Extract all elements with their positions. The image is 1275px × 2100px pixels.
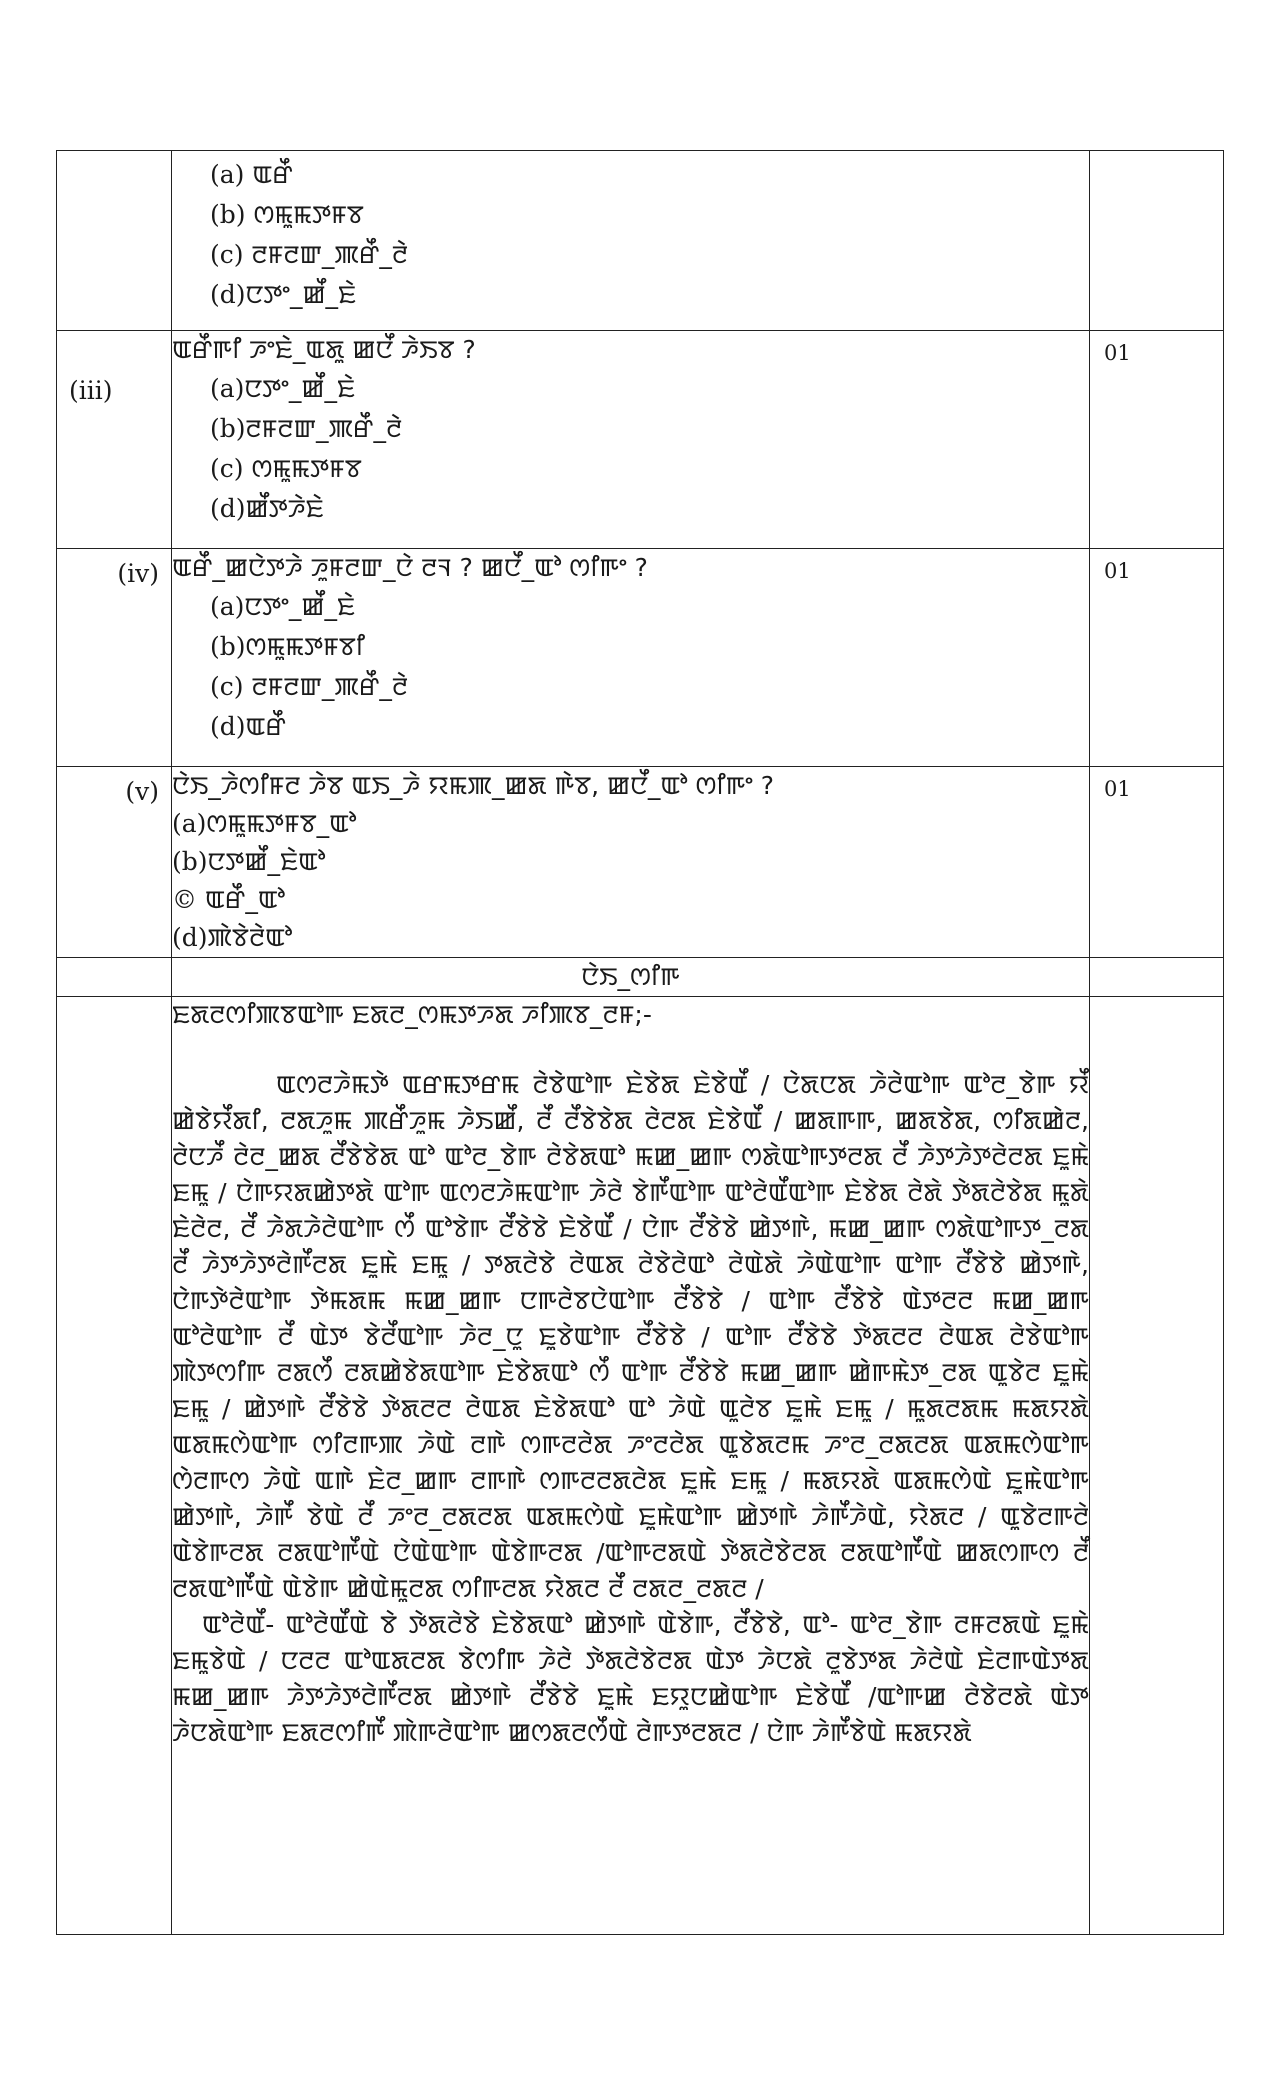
table-row — [57, 958, 1224, 997]
marks-value: 01 — [1090, 331, 1224, 549]
question-table — [56, 150, 1224, 1935]
table-row — [57, 549, 1224, 767]
option-b: (b)ꯁꯃꯨꯃꯇꯝꯕꯤ — [210, 632, 365, 661]
option-c: (c) ꯂꯝꯂꯛ_ꯄꯔꯩ_ꯂꯥ — [210, 240, 409, 269]
question-number: (iv) — [57, 549, 172, 767]
option-a: (a)ꯅꯇꯦ_ꯀꯩ_ꯐꯥ — [210, 374, 356, 403]
question-number: (iii) — [57, 331, 172, 549]
option-c: © ꯑꯔꯩ_ꯑꯣ — [172, 885, 286, 914]
option-d: (d)ꯀꯩꯇꯍꯥꯐꯥ — [210, 494, 324, 523]
question-number: (v) — [57, 767, 172, 958]
table-row — [57, 767, 1224, 958]
section-title: ꯅꯥꯏ_ꯁꯤꯒ — [172, 958, 1090, 997]
passage-paragraph: ꯑꯣꯂꯥꯑꯩ- ꯑꯣꯂꯥꯑꯩꯑꯥ ꯕꯥ ꯇꯥꯗꯂꯥꯕꯥ ꯐꯥꯕꯥꯗꯑꯣ ꯀꯥꯇꯒꯥ ꯑꯥꯕꯥꯒ, ꯂꯩꯕꯥꯕꯥ, ꯑꯣ- ꯑꯣꯂ_ꯕꯥꯒ ꯂꯝꯂꯗꯑꯥ ꯐꯨꯃꯥ ꯐꯃꯨꯕꯥꯑꯥ / ꯅꯂꯂ ꯑꯣꯑꯗꯂꯗ ꯕꯥꯁꯤꯒ ꯍꯥꯂꯥ ꯇꯥꯗꯂꯥꯕꯥꯂꯗ ꯑꯥꯇ ꯍꯥꯅꯗꯥ ꯂꯨꯕꯥꯇꯗ ꯍꯥꯂꯥꯑꯥ ꯐꯥꯂꯒꯑꯥꯇꯗ ꯃꯀ_ꯀꯒ ꯍꯥꯇꯍꯥꯇꯂꯥꯒꯩꯂꯗ ꯀꯥꯇꯒꯥ ꯂꯩꯕꯥꯕꯥ ꯐꯨꯃꯥ ꯐꯌꯨꯅꯀꯥꯑꯣꯒ ꯐꯥꯕꯥꯑꯩ /ꯑꯣꯒꯀ ꯂꯥꯕꯥꯂꯗꯥ ꯑꯥꯇ ꯍꯥꯅꯗꯥꯑꯣꯒ ꯐꯗꯂꯁꯤꯒꯩ ꯄꯥꯒꯂꯥꯑꯣꯒ ꯀꯁꯗꯂꯁꯩꯑꯥ ꯂꯥꯒꯇꯂꯗꯂ / ꯅꯥꯒ ꯍꯥꯒꯩꯕꯥꯑꯥ ꯃꯗꯌꯗꯥ — [172, 1610, 1089, 1747]
qnum-cell — [57, 997, 172, 1935]
marks-cell — [1090, 151, 1224, 331]
qnum-cell — [57, 151, 172, 331]
passage-cell — [172, 997, 1090, 1935]
marks-value: 01 — [1090, 767, 1224, 958]
question-text: ꯑꯔꯩ_ꯀꯅꯥꯇꯍꯥ ꯍꯨꯝꯂꯛ_ꯅꯥ ꯂꯜ ? ꯀꯅꯩ_ꯑꯣ ꯁꯤꯒꯦ ? — [172, 553, 648, 582]
option-c: (c) ꯂꯝꯂꯛ_ꯄꯔꯩ_ꯂꯥ — [210, 672, 409, 701]
question-text: ꯑꯔꯩꯒꯤ ꯍꯦꯐꯥ_ꯑꯗꯨ ꯀꯅꯩ ꯍꯥꯏꯕ ? — [172, 335, 476, 364]
question-cell — [172, 549, 1090, 767]
marks-cell — [1090, 958, 1224, 997]
option-d: (d)ꯅꯇꯦ_ꯀꯩ_ꯐꯥ — [210, 280, 357, 309]
question-text: ꯅꯥꯏ_ꯍꯥꯁꯤꯝꯂ ꯍꯥꯕ ꯑꯏ_ꯍꯥ ꯌꯃꯄ_ꯀꯗ ꯒꯥꯕ, ꯀꯅꯩ_ꯑꯣ ꯁꯤꯒꯦ ? — [172, 771, 775, 800]
marks-cell — [1090, 997, 1224, 1935]
table-row — [57, 151, 1224, 331]
option-c: (c) ꯁꯃꯨꯃꯇꯝꯕ — [210, 454, 362, 483]
passage-heading: ꯐꯗꯂꯁꯤꯄꯕꯑꯣꯒ ꯐꯗꯂ_ꯁꯃꯇꯍꯗ ꯍꯤꯄꯕ_ꯂꯝ;- — [172, 1000, 652, 1029]
question-cell — [172, 767, 1090, 958]
option-d: (d)ꯑꯔꯩ — [210, 712, 286, 741]
option-b: (b)ꯅꯇꯀꯩ_ꯐꯥꯑꯣ — [172, 847, 326, 876]
passage-paragraph: ꯑꯁꯂꯍꯥꯃꯇꯥ ꯑꯔꯃꯇꯔꯃ ꯂꯥꯕꯥꯑꯣꯒ ꯐꯥꯕꯥꯗ ꯐꯥꯕꯥꯑꯩ / ꯅꯥꯗꯅꯗ ꯍꯥꯂꯥꯑꯣꯒ ꯑꯣꯂ_ꯕꯥꯒ ꯌꯩ ꯀꯥꯕꯥꯌꯩꯗꯤ, ꯂꯗꯍꯨꯃ ꯄꯔꯩꯍꯨꯃ ꯍꯥꯏꯀꯩ, ꯂꯩ ꯂꯩꯕꯥꯕꯥꯗ ꯂꯥꯂꯗ ꯐꯥꯕꯥꯑꯩ / ꯀꯗꯒꯒ, ꯀꯗꯕꯥꯗ, ꯁꯤꯗꯀꯥꯂ, ꯂꯥꯅꯍꯩ ꯂꯥꯂ_ꯀꯗ ꯂꯩꯕꯥꯕꯥꯗ ꯑꯣ ꯑꯣꯂ_ꯕꯥꯒ ꯂꯥꯕꯥꯗꯑꯣ ꯃꯀ_ꯀꯒ ꯁꯗꯥꯑꯣꯒꯇꯂꯗ ꯂꯩ ꯍꯥꯇꯍꯥꯇꯂꯥꯂꯗ ꯐꯨꯃꯥ ꯐꯃꯨ / ꯅꯥꯒꯌꯗꯀꯥꯇꯗꯥ ꯑꯣꯒ ꯑꯁꯂꯍꯥꯃꯑꯣꯒ ꯍꯥꯂꯥ ꯕꯥꯒꯩꯑꯣꯒ ꯑꯣꯂꯥꯑꯩꯑꯣꯒ ꯐꯥꯕꯥꯗ ꯂꯥꯗꯥ ꯇꯥꯗꯂꯥꯕꯥꯗ ꯃꯨꯗꯥ ꯐꯥꯂꯥꯂ, ꯂꯩ ꯍꯥꯗꯍꯥꯂꯥꯑꯣꯒ ꯁꯩ ꯑꯣꯕꯥꯒ ꯂꯩꯕꯥꯕꯥ ꯐꯥꯕꯥꯑꯩ / ꯅꯥꯒ ꯂꯩꯕꯥꯕꯥ ꯀꯥꯇꯒꯥ, ꯃꯀ_ꯀꯒ ꯁꯗꯥꯑꯣꯒꯇ_ꯂꯗ ꯂꯩ ꯍꯥꯇꯍꯥꯇꯂꯥꯒꯩꯂꯗ ꯐꯨꯃꯥ ꯐꯃꯨ / ꯇꯗꯂꯥꯕꯥ ꯂꯥꯑꯗ ꯂꯥꯕꯥꯂꯥꯑꯣ ꯂꯥꯑꯥꯗꯥ ꯍꯥꯑꯥꯑꯣꯒ ꯑꯣꯒ ꯂꯩꯕꯥꯕꯥ ꯀꯥꯇꯒꯥ, ꯅꯥꯒꯇꯥꯂꯥꯑꯣꯒ ꯇꯥꯃꯗꯃ ꯃꯀ_ꯀꯒ ꯅꯒꯂꯥꯕꯅꯥꯑꯣꯒ ꯂꯩꯕꯥꯕꯥ / ꯑꯣꯒ ꯂꯩꯕꯥꯕꯥ ꯑꯥꯇꯂꯂ ꯃꯀ_ꯀꯒ ꯑꯣꯂꯥꯑꯣꯒ ꯂꯩ ꯑꯥꯇ ꯕꯥꯂꯩꯑꯣꯒ ꯍꯥꯂ_ꯅꯨ ꯐꯨꯕꯥꯑꯣꯒ ꯂꯩꯕꯥꯕꯥ / ꯑꯣꯒ ꯂꯩꯕꯥꯕꯥ ꯇꯥꯗꯂꯂ ꯂꯥꯑꯗ ꯂꯥꯕꯥꯑꯣꯒ ꯄꯥꯇꯁꯤꯒ ꯂꯗꯁꯩ ꯂꯗꯀꯥꯕꯥꯗꯑꯣꯒ ꯐꯥꯕꯥꯗꯑꯣ ꯁꯩ ꯑꯣꯒ ꯂꯩꯕꯥꯕꯥ ꯃꯀ_ꯀꯒ ꯀꯥꯒꯃꯥꯇ_ꯂꯗ ꯑꯨꯕꯥꯂ ꯐꯨꯃꯥ ꯐꯃꯨ / ꯀꯥꯇꯒꯥ ꯂꯩꯕꯥꯕꯥ ꯇꯥꯗꯂꯂ ꯂꯥꯑꯗ ꯐꯥꯕꯥꯗꯑꯣ ꯑꯣ ꯍꯥꯑꯥ ꯑꯨꯂꯥꯕ ꯐꯨꯃꯥ ꯐꯃꯨ / ꯃꯨꯗꯂꯗꯃ ꯃꯗꯌꯗꯥ ꯑꯗꯃꯁꯥꯑꯣꯒ ꯁꯤꯂꯒꯄ ꯍꯥꯑꯥ ꯂꯒꯥ ꯁꯒꯂꯂꯥꯗ ꯍꯦꯂꯂꯥꯗ ꯑꯨꯕꯥꯗꯂꯃ ꯍꯦꯂ_ꯂꯗꯂꯗ ꯑꯗꯃꯁꯥꯑꯣꯒ ꯁꯥꯂꯒꯁ ꯍꯥꯑꯥ ꯑꯒꯥ ꯐꯥꯂ_ꯀꯒ ꯂꯒꯒꯥ ꯁꯒꯂꯂꯗꯂꯥꯗ ꯐꯨꯃꯥ ꯐꯃꯨ / ꯃꯗꯌꯗꯥ ꯑꯗꯃꯁꯥꯑꯥ ꯐꯨꯃꯥꯑꯣꯒ ꯀꯥꯇꯒꯥ, ꯍꯥꯒꯩ ꯕꯥꯑꯥ ꯂꯩ ꯍꯦꯂ_ꯂꯗꯂꯗ ꯑꯗꯃꯁꯥꯑꯥ ꯐꯨꯃꯥꯑꯣꯒ ꯀꯥꯇꯒꯥ ꯍꯥꯒꯩꯍꯥꯑꯥ, ꯌꯥꯗꯂ / ꯑꯨꯕꯥꯂꯒꯂꯥ ꯑꯥꯕꯥꯒꯂꯗ ꯂꯗꯑꯣꯒꯩꯑꯥ ꯅꯥꯑꯥꯑꯣꯒ ꯑꯥꯕꯥꯒꯂꯗ /ꯑꯣꯒꯂꯗꯑꯥ ꯇꯥꯗꯂꯥꯕꯥꯂꯗ ꯂꯗꯑꯣꯒꯩꯑꯥ ꯀꯗꯁꯒꯁ ꯂꯩ ꯂꯗꯑꯣꯒꯩꯑꯥ ꯑꯥꯕꯥꯒ ꯀꯥꯑꯥꯃꯨꯂꯗ ꯁꯤꯒꯂꯗ ꯌꯥꯗꯂ ꯂꯩ ꯂꯗꯂ_ꯂꯗꯂ / — [172, 1070, 1089, 1603]
qnum-cell — [57, 958, 172, 997]
option-d: (d)ꯄꯥꯕꯥꯂꯥꯑꯣ — [172, 923, 293, 952]
marks-value: 01 — [1090, 549, 1224, 767]
option-b: (b) ꯁꯃꯨꯃꯇꯝꯕ — [210, 200, 364, 229]
question-sheet — [56, 150, 1220, 1935]
option-a: (a) ꯑꯔꯩ — [210, 160, 293, 189]
option-a: (a)ꯁꯃꯨꯃꯇꯝꯕ_ꯑꯣ — [172, 809, 357, 838]
option-b: (b)ꯂꯝꯂꯛ_ꯄꯔꯩ_ꯂꯥ — [210, 414, 403, 443]
question-cell — [172, 331, 1090, 549]
table-row — [57, 997, 1224, 1935]
table-row — [57, 331, 1224, 549]
question-cell — [172, 151, 1090, 331]
option-a: (a)ꯅꯇꯦ_ꯀꯩ_ꯐꯥ — [210, 592, 356, 621]
